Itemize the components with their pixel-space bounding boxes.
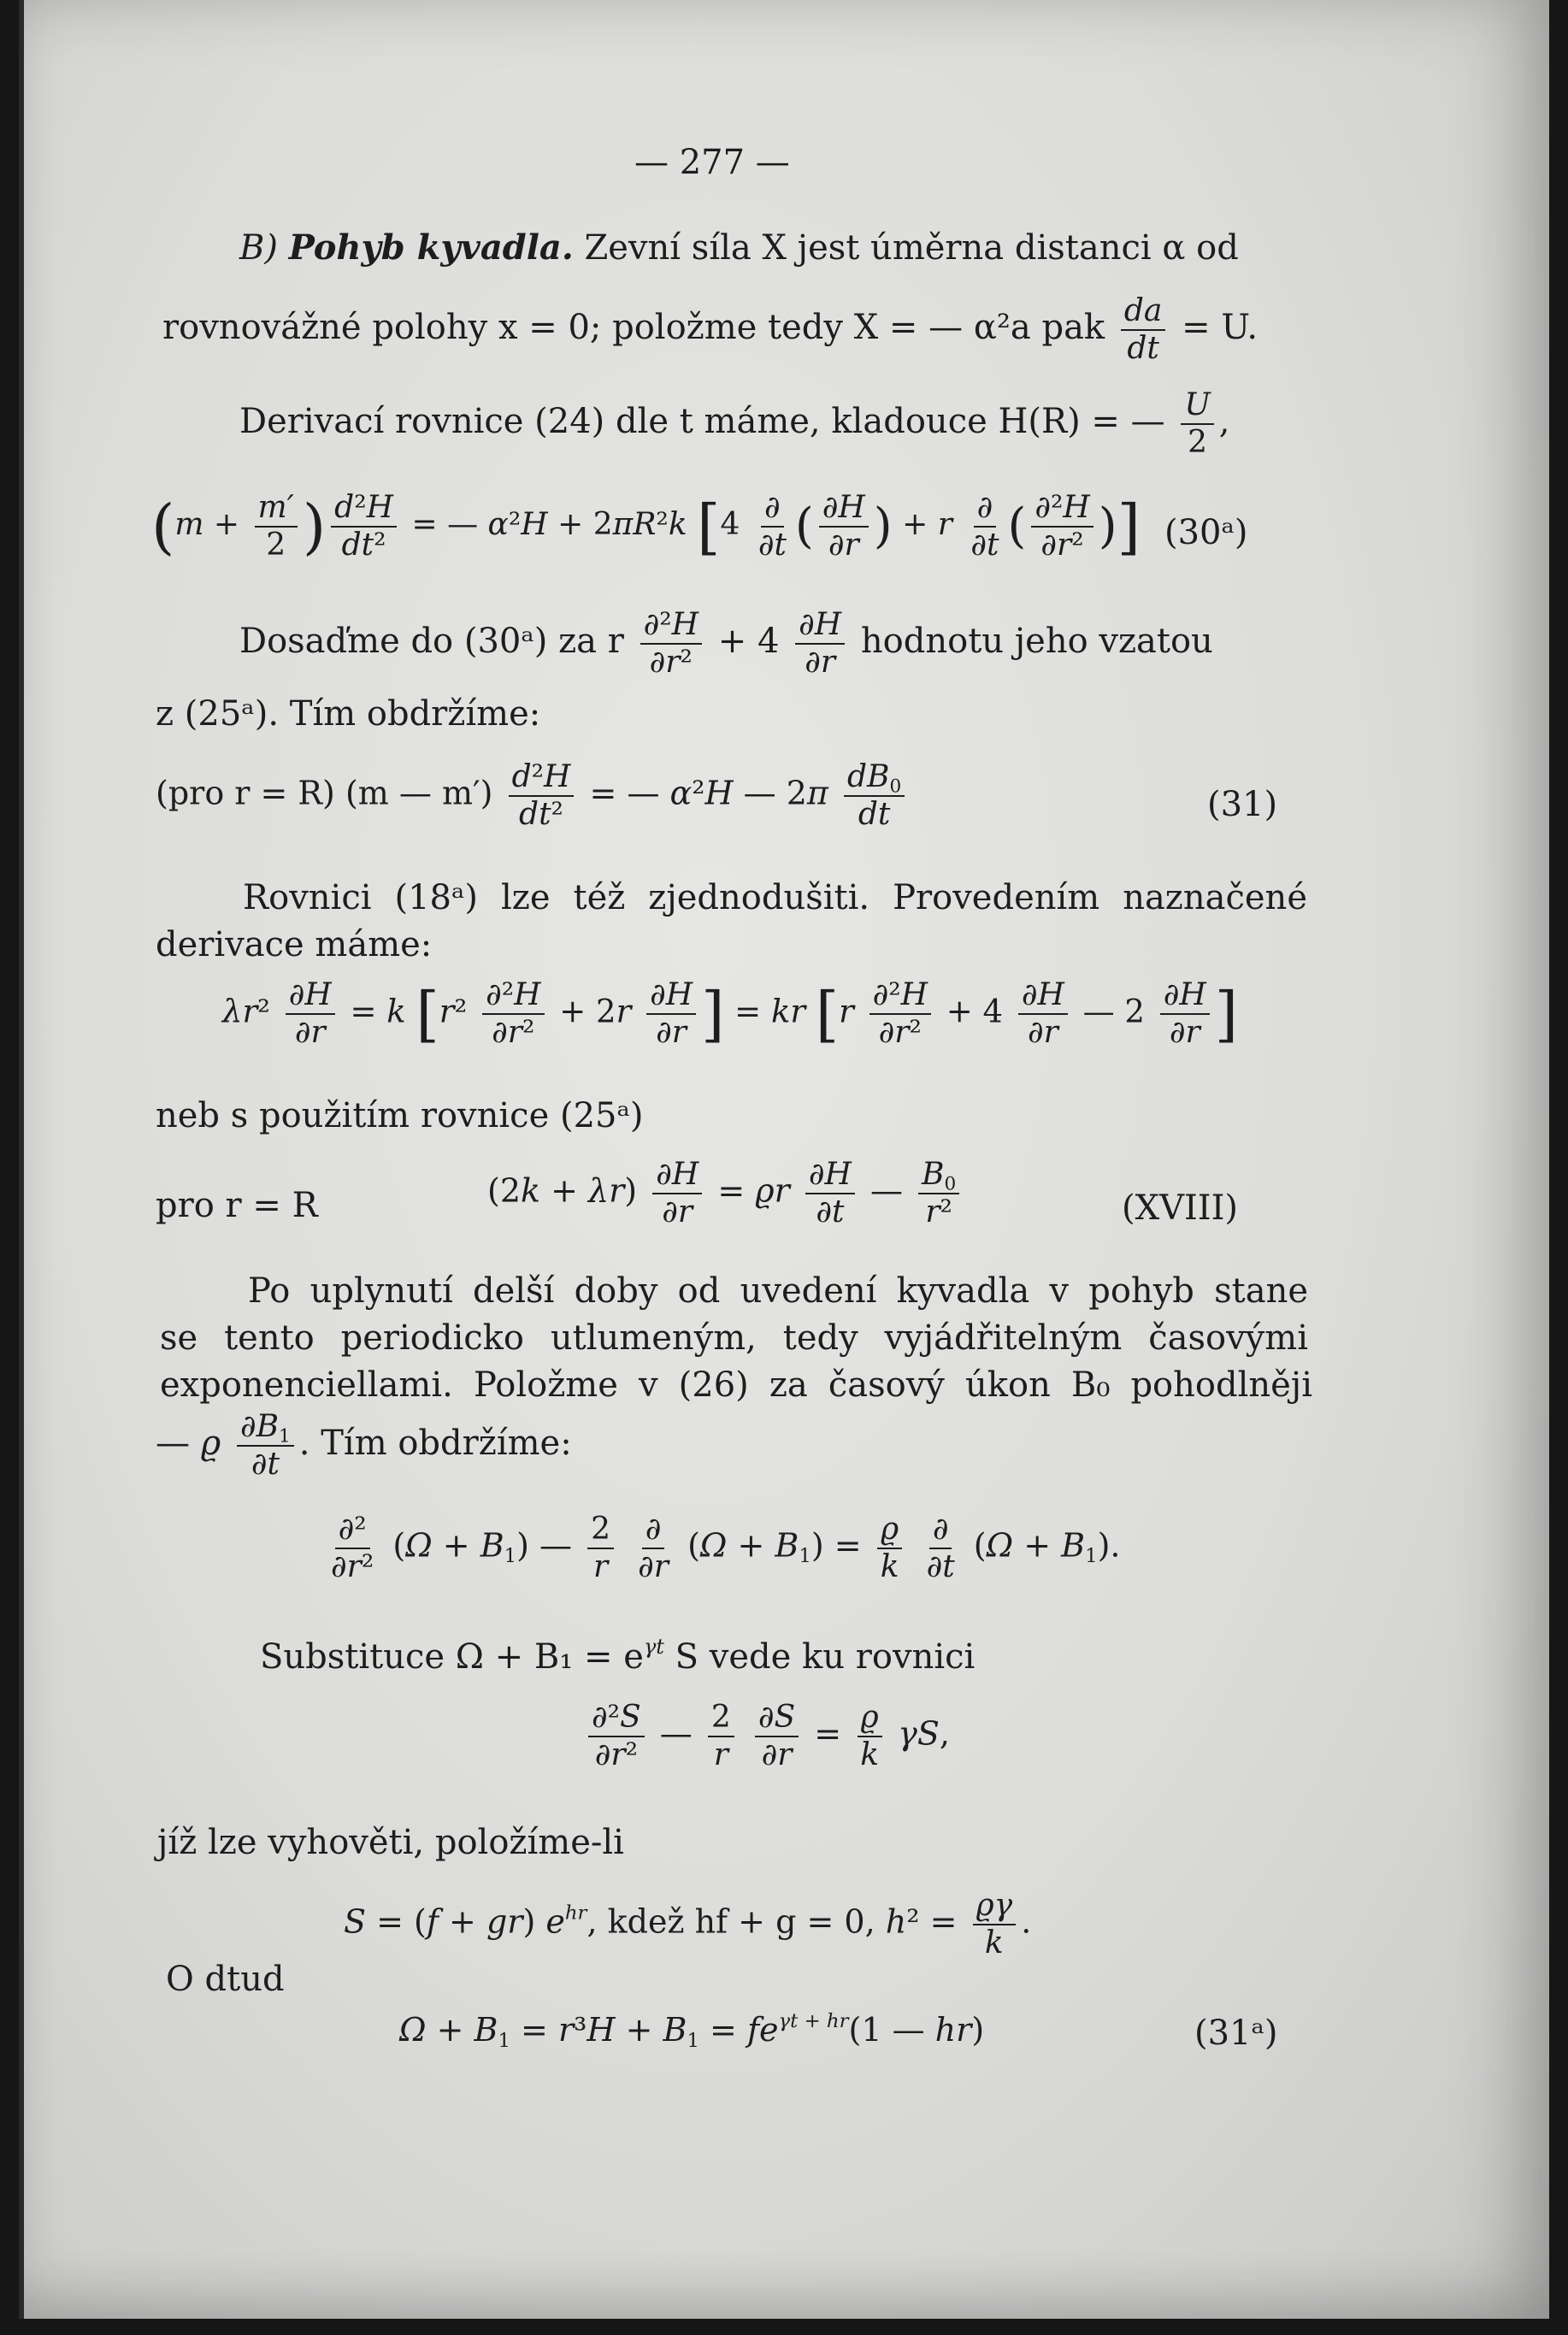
para6-text-b: S vede ku rovnici	[663, 1637, 976, 1677]
da-numerator: da	[1121, 295, 1166, 331]
section-label: B)	[239, 228, 278, 268]
equation-lambda: λr² $\frac{\partial H}{\partial r}$ = k [r² $\frac{\text{∂²H}}{\text{∂r²}}$ + 2r $\frac{\partial H}{\partial r}$ ] = kr [r $\frac{\text{∂²H}}{\text{∂r²}}$ + 4 $\frac{\partial H}{\partial r}$ — 2 $\frac{\partial H}{\partial r}$ ]	[222, 977, 1239, 1050]
da-dt-fraction	[1121, 295, 1166, 365]
para5-line2: se tento periodicko utlumeným, tedy vyjádřitelným časovými	[160, 1318, 1308, 1358]
equation-31: (pro r = R) (m — m′) $\frac{\text{d²H}}{\text{dt²}}$ = — α²H — 2π $\frac{dB_0}{dt}$	[156, 761, 910, 831]
scanned-page	[19, 0, 1549, 2319]
page-number: — 277 —	[634, 143, 790, 182]
para1-text: Derivací rovnice (24) dle t máme, kladouce H(R) = —	[239, 401, 1165, 441]
equation-31a: $\Omega + B_1 = r^3H + B_1 = fe^{\gamma t + hr}(1$ — hr)	[399, 2010, 985, 2052]
para3-line2: derivace máme:	[156, 925, 433, 964]
para5-line1: Po uplynutí delší doby od uvedení kyvadla v pohyb stane	[248, 1271, 1308, 1311]
para7-line1: jíž lze vyhověti, položíme-li	[157, 1823, 624, 1862]
para5-line4: — ϱ $\frac{\partial B_1}{\partial t}$ . Tím obdržíme:	[156, 1409, 572, 1482]
page-spine-edge	[19, 0, 24, 2319]
eq31-prefix: (pro r = R) (m — m′)	[156, 774, 493, 812]
para2-text-b: hodnotu jeho vzatou	[860, 621, 1213, 661]
para6-text-a: Substituce Ω + B₁ = e	[260, 1637, 644, 1677]
odtud-word: O dtud	[166, 1960, 285, 1999]
para5-line4-text: . Tím obdržíme:	[298, 1423, 572, 1463]
equation-30a: (m + $\frac{m'}{2}$ ) $\frac{\text{d²H}}{\text{dt²}}$ = — α²H + 2πR²k [4 $\frac{\partial}{\partial t}$ ( $\frac{\partial H}{\partial r}$ ) + r $\frac{\partial}{\partial t}$ ( $\frac{\text{∂²H}}{\text{∂r²}}$ )]	[151, 490, 1141, 563]
equation-31a-label: (31ᵃ)	[1194, 2014, 1278, 2053]
para2-line1: Dosaďme do (30ᵃ) za r $\frac{\text{∂²H}}{\text{∂r²}}$ + 4 $\frac{\partial H}{\partial r}$ hodnotu jeho vzatou	[239, 607, 1213, 680]
equation-pde: $\frac{\text{∂²}}{\text{∂r²}}$ $(\Omega + B_1)$ — $\frac{2}{r}$ $\frac{\partial}{\partial r}$ $(\Omega + B_1)$ = $\frac{ϱ}{k}$ $\frac{\partial}{\partial t}$ $(\Omega + B_1)$.	[331, 1512, 1121, 1584]
para1-tail: ,	[1218, 401, 1230, 441]
equation-xviii: (2k + λr) $\frac{\partial H}{\partial r}$ = ϱr $\frac{\partial H}{\partial t}$ — $\frac{B_0}{\text{r²}}$	[487, 1159, 964, 1229]
para3-line1: Rovnici (18ᵃ) lze též zjednodušiti. Provedením naznačené	[243, 878, 1307, 917]
equation-31-label: (31)	[1207, 785, 1278, 824]
section-line2	[162, 295, 1258, 365]
section-heading-line	[239, 227, 1239, 268]
section-line2-tail: = U.	[1182, 307, 1259, 347]
para5-line3: exponenciellami. Položme v (26) za časový úkon B₀ pohodlněji	[160, 1365, 1312, 1405]
para6-line1: Substituce $\Omega + B_1 = e^{\gamma t}$ S vede ku rovnici	[260, 1635, 976, 1677]
para1-line	[239, 389, 1229, 459]
da-denominator: dt	[1127, 330, 1159, 366]
section-line1-text: Zevní síla X jest úměrna distanci α od	[573, 228, 1239, 268]
equation-xviii-label: (XVIII)	[1122, 1188, 1238, 1228]
para2-text-a: Dosaďme do (30ᵃ) za r	[239, 621, 624, 661]
equation-xviii-prefix: pro r = R	[156, 1186, 318, 1225]
u-half-fraction	[1181, 389, 1213, 459]
equation-s-solution: S = (f + gr) $e^{hr}$, kdež hf + g = 0, h² = $\frac{ϱ\gamma}{k}$ .	[344, 1888, 1032, 1961]
equation-s: $\frac{\text{∂²S}}{\text{∂r²}}$ — $\frac{2}{r}$ $\frac{\partial S}{\partial r}$ = $\frac{ϱ}{k}$ γS,	[583, 1701, 950, 1772]
para4-line1: neb s použitím rovnice (25ᵃ)	[156, 1096, 644, 1135]
section-line2-text: rovnovážné polohy x = 0; položme tedy X = — α²a pak	[162, 307, 1105, 347]
u-denominator: 2	[1188, 424, 1207, 460]
eq-s-condition: kdež hf + g = 0,	[607, 1902, 875, 1941]
para2-line2: z (25ᵃ). Tím obdržíme:	[156, 694, 541, 734]
section-title: Pohyb kyvadla.	[288, 227, 574, 268]
u-numerator: U	[1181, 389, 1213, 425]
equation-30a-label: (30ᵃ)	[1164, 513, 1248, 552]
